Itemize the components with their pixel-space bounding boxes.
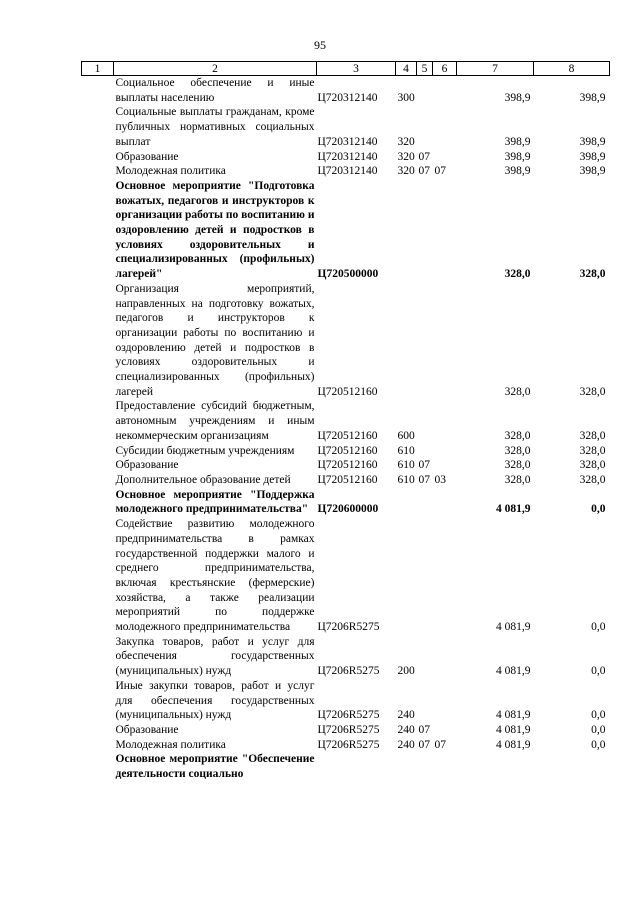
row-amount-1-cell: 4 081,9	[496, 665, 531, 678]
row-index-cell	[82, 282, 114, 400]
row-amount-1-cell: 328,0	[504, 268, 531, 281]
table-row	[82, 635, 610, 679]
row-subsection2-cell	[433, 179, 457, 282]
row-section-cell: 320	[397, 150, 415, 163]
row-code-cell: Ц720312140	[317, 91, 378, 104]
row-subsection-cell	[417, 488, 433, 517]
row-amount-2-cell: 328,0	[579, 385, 606, 398]
table-row	[82, 150, 610, 165]
row-amount-1-cell: 398,9	[504, 135, 531, 148]
row-amount-1-cell: 4 081,9	[496, 709, 531, 722]
row-section-cell: 240	[397, 738, 415, 751]
row-index-cell	[82, 517, 114, 635]
header-cell: 4	[396, 62, 417, 76]
row-subsection-cell: 07	[418, 150, 430, 163]
row-section-cell: 610	[397, 473, 415, 486]
row-subsection-cell: 07	[418, 165, 430, 178]
row-name-cell: Дополнительное образование детей	[115, 473, 291, 486]
row-subsection2-cell: 07	[434, 738, 446, 751]
row-index-cell	[82, 458, 114, 473]
page-number: 95	[314, 38, 326, 52]
row-amount-1-cell	[457, 752, 534, 781]
row-subsection2-cell	[433, 752, 457, 781]
row-amount-1-cell: 328,0	[504, 385, 531, 398]
row-name-cell: Молодежная политика	[115, 738, 226, 751]
row-amount-1-cell: 4 081,9	[496, 723, 531, 736]
row-code-cell: Ц720512160	[317, 473, 378, 486]
row-name-cell: Основное мероприятие "Подготовка вожатых, педагогов и инструкторов к организации работы по воспитанию и оздоровлению детей и подростков в условиях оздоровительных и специализированных (профильных) лагерей"	[115, 179, 315, 281]
row-section-cell: 240	[397, 709, 415, 722]
row-subsection2-cell	[433, 105, 457, 149]
row-amount-1-cell: 398,9	[504, 165, 531, 178]
table-row	[82, 444, 610, 459]
header-cell: 7	[457, 62, 534, 76]
row-subsection-cell	[417, 399, 433, 443]
row-subsection2-cell: 03	[434, 473, 446, 486]
row-subsection-cell: 07	[418, 473, 430, 486]
row-subsection-cell	[417, 752, 433, 781]
row-section-cell	[396, 488, 417, 517]
row-code-cell: Ц720312140	[317, 135, 378, 148]
row-section-cell: 320	[397, 135, 415, 148]
table-row	[82, 517, 610, 635]
row-amount-2-cell: 0,0	[591, 723, 606, 736]
row-section-cell	[396, 517, 417, 635]
row-name-cell: Основное мероприятие "Обеспечение деятельности социально	[115, 753, 315, 781]
row-subsection-cell	[417, 635, 433, 679]
row-code-cell: Ц720500000	[317, 268, 379, 281]
row-subsection2-cell	[433, 444, 457, 459]
row-index-cell	[82, 76, 114, 106]
row-amount-2-cell: 328,0	[579, 429, 606, 442]
row-name-cell: Содействие развитию молодежного предпринимательства в рамках государственной поддержки малого и среднего предпринимательства, включая крестьянские (фермерские) хозяйства, а также реализации мероприятий по поддержке молодежного предпринимательства	[115, 518, 315, 634]
table-row	[82, 164, 610, 179]
row-name-cell: Образование	[115, 150, 179, 163]
row-subsection-cell	[417, 282, 433, 400]
row-name-cell: Субсидии бюджетным учреждениям	[115, 444, 295, 457]
row-code-cell: Ц7206R5275	[317, 738, 380, 751]
row-amount-2-cell: 0,0	[591, 738, 606, 751]
table-row	[82, 179, 610, 282]
row-section-cell: 600	[397, 429, 415, 442]
table-row	[82, 458, 610, 473]
row-subsection2-cell	[433, 458, 457, 473]
row-amount-2-cell: 0,0	[591, 709, 606, 722]
row-amount-2-cell: 328,0	[579, 268, 606, 281]
row-amount-1-cell: 328,0	[504, 444, 531, 457]
row-amount-1-cell: 398,9	[504, 91, 531, 104]
row-section-cell: 610	[397, 459, 415, 472]
table-row	[82, 679, 610, 723]
row-code-cell: Ц720512160	[317, 459, 378, 472]
row-name-cell: Основное мероприятие "Поддержка молодежного предпринимательства"	[115, 488, 315, 516]
row-index-cell	[82, 164, 114, 179]
row-index-cell	[82, 679, 114, 723]
table-row	[82, 473, 610, 488]
row-amount-2-cell	[534, 752, 610, 781]
row-amount-2-cell: 328,0	[579, 473, 606, 486]
table-row	[82, 282, 610, 400]
row-name-cell: Образование	[115, 459, 179, 472]
row-name-cell: Социальные выплаты гражданам, кроме публичных нормативных социальных выплат	[115, 106, 315, 148]
header-cell: 1	[82, 62, 114, 76]
row-name-cell: Закупка товаров, работ и услуг для обеспечения государственных (муниципальных) нужд	[115, 635, 315, 678]
row-section-cell	[396, 752, 417, 781]
header-cell: 2	[114, 62, 317, 76]
row-code-cell: Ц7206R5275	[317, 709, 380, 722]
row-subsection-cell	[417, 76, 433, 106]
row-code-cell: Ц720312140	[317, 150, 378, 163]
header-cell: 6	[433, 62, 457, 76]
row-section-cell: 610	[397, 444, 415, 457]
row-section-cell: 200	[397, 665, 415, 678]
row-subsection2-cell: 07	[434, 165, 446, 178]
row-name-cell: Образование	[115, 723, 179, 736]
row-subsection2-cell	[433, 76, 457, 106]
row-subsection2-cell	[433, 635, 457, 679]
row-subsection2-cell	[433, 282, 457, 400]
row-amount-2-cell: 328,0	[579, 459, 606, 472]
row-code-cell: Ц720512160	[317, 385, 378, 398]
row-amount-1-cell: 328,0	[504, 459, 531, 472]
header-cell: 8	[534, 62, 610, 76]
row-amount-2-cell: 0,0	[591, 665, 606, 678]
row-code-cell: Ц720512160	[317, 429, 378, 442]
row-code-cell: Ц720312140	[317, 165, 378, 178]
row-index-cell	[82, 444, 114, 459]
row-index-cell	[82, 752, 114, 781]
row-amount-1-cell: 398,9	[504, 150, 531, 163]
row-code-cell: Ц720600000	[317, 503, 379, 516]
table-row	[82, 738, 610, 753]
budget-table	[81, 61, 610, 782]
row-code-cell	[317, 752, 396, 781]
row-index-cell	[82, 150, 114, 165]
row-index-cell	[82, 635, 114, 679]
table-row	[82, 488, 610, 517]
row-subsection2-cell	[433, 679, 457, 723]
row-amount-1-cell: 4 081,9	[496, 621, 531, 634]
row-code-cell: Ц7206R5275	[317, 723, 380, 736]
row-subsection-cell	[417, 679, 433, 723]
row-amount-2-cell: 398,9	[579, 150, 606, 163]
row-subsection2-cell	[433, 517, 457, 635]
row-subsection-cell	[417, 444, 433, 459]
row-index-cell	[82, 473, 114, 488]
row-subsection-cell: 07	[418, 738, 430, 751]
row-section-cell	[396, 282, 417, 400]
table-row	[82, 752, 610, 781]
row-subsection-cell	[417, 517, 433, 635]
header-cell: 5	[417, 62, 433, 76]
row-amount-2-cell: 398,9	[579, 91, 606, 104]
row-index-cell	[82, 488, 114, 517]
row-subsection2-cell	[433, 150, 457, 165]
row-amount-2-cell: 398,9	[579, 135, 606, 148]
table-header-row	[82, 62, 610, 76]
row-name-cell: Социальное обеспечение и иные выплаты населению	[115, 77, 315, 104]
row-amount-1-cell: 4 081,9	[496, 738, 531, 751]
table-row	[82, 723, 610, 738]
row-amount-1-cell: 4 081,9	[496, 503, 531, 516]
row-code-cell: Ц720512160	[317, 444, 378, 457]
row-name-cell: Предоставление субсидий бюджетным, автономным учреждениям и иным некоммерческим организациям	[115, 400, 315, 442]
row-amount-2-cell: 0,0	[591, 621, 606, 634]
row-subsection-cell: 07	[418, 459, 430, 472]
row-section-cell: 240	[397, 723, 415, 736]
table-row	[82, 105, 610, 149]
row-name-cell: Иные закупки товаров, работ и услуг для обеспечения государственных (муниципальных) нужд	[115, 679, 315, 722]
row-subsection-cell: 07	[418, 723, 430, 736]
row-amount-1-cell: 328,0	[504, 429, 531, 442]
table-row	[82, 76, 610, 106]
row-subsection-cell	[417, 179, 433, 282]
row-section-cell: 300	[397, 91, 415, 104]
row-index-cell	[82, 723, 114, 738]
header-cell: 3	[317, 62, 396, 76]
row-subsection2-cell	[433, 399, 457, 443]
row-index-cell	[82, 738, 114, 753]
row-section-cell: 320	[397, 165, 415, 178]
row-amount-1-cell: 328,0	[504, 473, 531, 486]
table-row	[82, 399, 610, 443]
row-name-cell: Организация мероприятий, направленных на подготовку вожатых, педагогов и инструкторов к организации работы по воспитанию и оздоровлению детей и подростков в условиях оздоровительных и специализированных (профильных) лагерей	[115, 282, 315, 398]
row-name-cell: Молодежная политика	[115, 165, 226, 178]
row-section-cell	[396, 179, 417, 282]
row-amount-2-cell: 0,0	[591, 503, 606, 516]
row-index-cell	[82, 179, 114, 282]
row-index-cell	[82, 105, 114, 149]
row-subsection-cell	[417, 105, 433, 149]
row-subsection2-cell	[433, 488, 457, 517]
row-amount-2-cell: 328,0	[579, 444, 606, 457]
row-amount-2-cell: 398,9	[579, 165, 606, 178]
row-subsection2-cell	[433, 723, 457, 738]
row-index-cell	[82, 399, 114, 443]
row-code-cell: Ц7206R5275	[317, 665, 380, 678]
row-code-cell: Ц7206R5275	[317, 621, 380, 634]
